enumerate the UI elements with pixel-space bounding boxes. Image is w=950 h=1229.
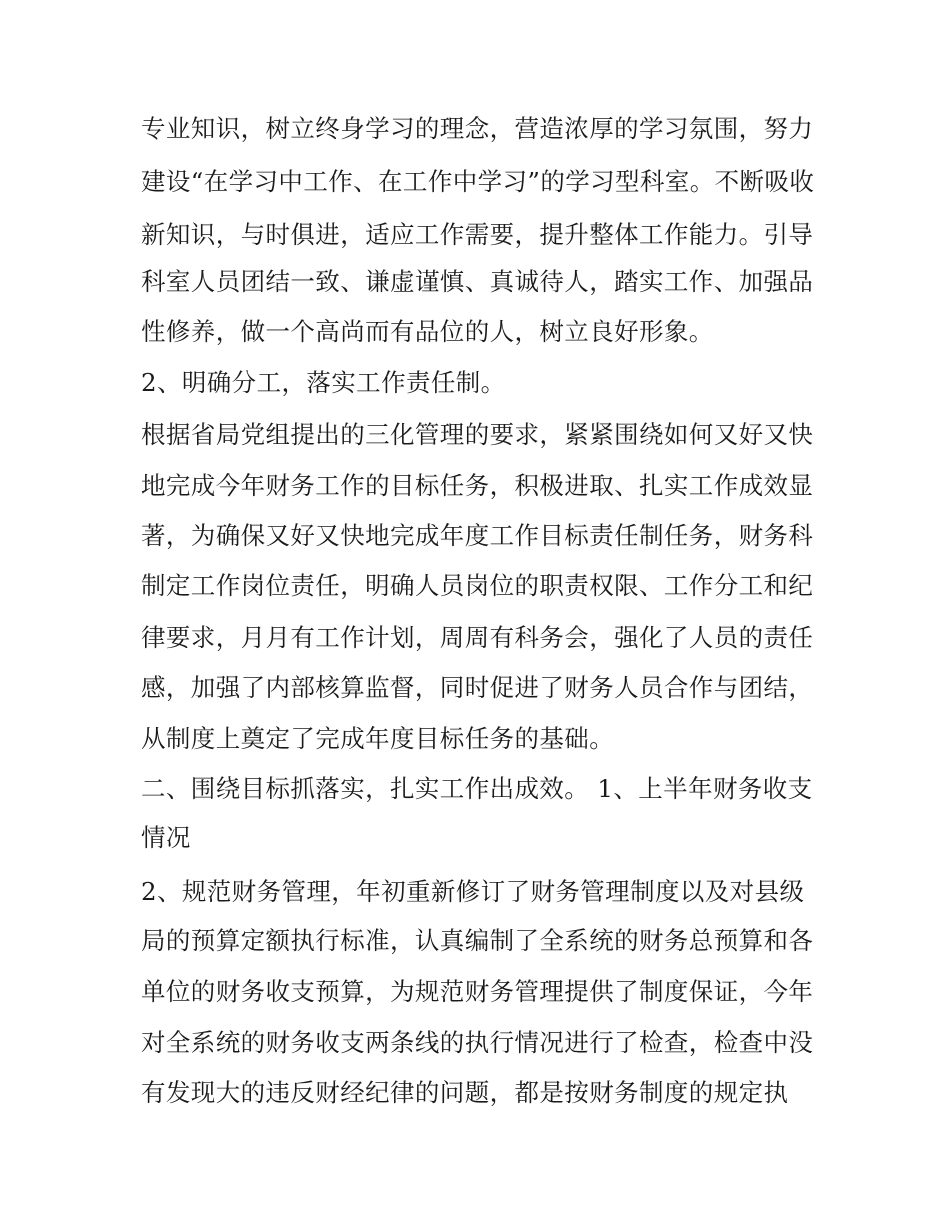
text-line: 建设“在学习中工作、在工作中学习”的学习型科室。不断吸收 xyxy=(141,167,815,196)
text-line: 制定工作岗位责任，明确人员岗位的职责权限、工作分工和纪 xyxy=(141,571,814,600)
text-line: 新知识，与时俱进，适应工作需要，提升整体工作能力。引导 xyxy=(141,220,814,249)
text-line: 科室人员团结一致、谦虚谨慎、真诚待人，踏实工作、加强品 xyxy=(141,267,814,296)
section-heading: 2、明确分工，落实工作责任制。 xyxy=(141,368,506,397)
text-line: 情况 xyxy=(141,823,191,852)
text-line: 单位的财务收支预算，为规范财务管理提供了制度保证，今年 xyxy=(141,977,814,1006)
section-heading: 二、围绕目标抓落实，扎实工作出成效。 1、上半年财务收支 xyxy=(141,774,813,803)
text-line: 2、规范财务管理，年初重新修订了财务管理制度以及对县级 xyxy=(141,877,805,906)
text-line: 律要求，月月有工作计划，周周有科务会，强化了人员的责任 xyxy=(141,623,814,652)
text-line: 地完成今年财务工作的目标任务，积极进取、扎实工作成效显 xyxy=(141,471,814,500)
text-line: 感，加强了内部核算监督，同时促进了财务人员合作与团结， xyxy=(141,673,814,702)
text-line: 从制度上奠定了完成年度目标任务的基础。 xyxy=(141,724,615,753)
text-line: 根据省局党组提出的三化管理的要求，紧紧围绕如何又好又快 xyxy=(141,420,814,449)
text-line: 性修养，做一个高尚而有品位的人，树立良好形象。 xyxy=(141,317,714,346)
text-line: 有发现大的违反财经纪律的问题，都是按财务制度的规定执 xyxy=(141,1078,789,1107)
text-line: 专业知识，树立终身学习的理念，营造浓厚的学习氛围，努力 xyxy=(141,114,814,143)
text-line: 著，为确保又好又快地完成年度工作目标责任制任务，财务科 xyxy=(141,521,814,550)
text-line: 对全系统的财务收支两条线的执行情况进行了检查，检查中没 xyxy=(141,1028,814,1057)
text-line: 局的预算定额执行标准，认真编制了全系统的财务总预算和各 xyxy=(141,926,814,955)
